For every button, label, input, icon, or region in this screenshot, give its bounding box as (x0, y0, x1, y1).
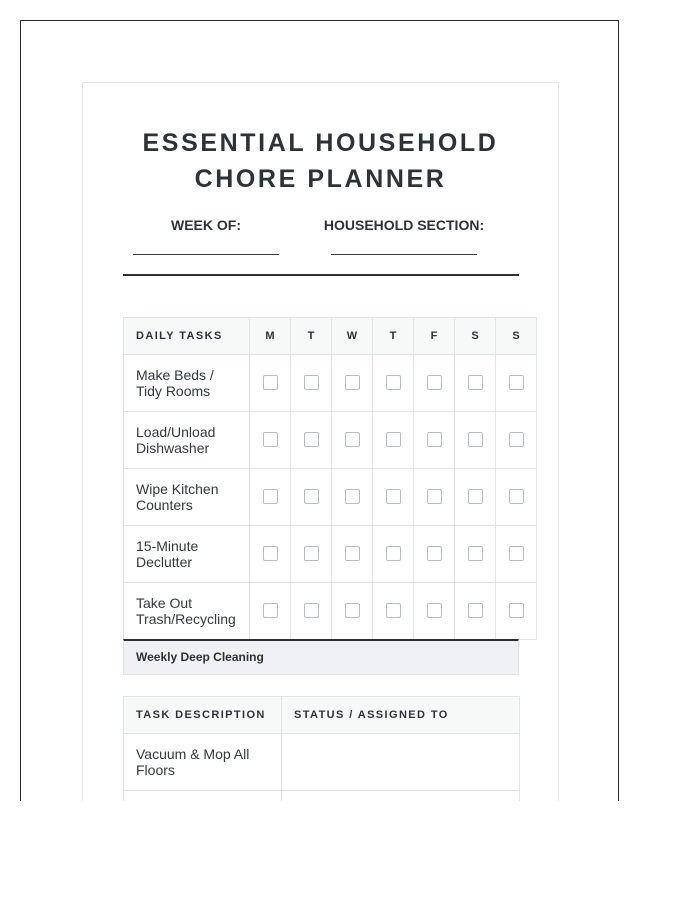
checkbox-monday[interactable] (263, 546, 278, 561)
task-name: Take Out Trash/Recycling (124, 583, 250, 640)
checkbox-saturday[interactable] (468, 432, 483, 447)
checkbox-tuesday[interactable] (304, 432, 319, 447)
weekly-header-row (124, 697, 520, 734)
checkbox-tuesday[interactable] (304, 375, 319, 390)
day-header-friday: F (414, 318, 455, 355)
table-row (124, 355, 537, 412)
task-name: Load/Unload Dishwasher (124, 412, 250, 469)
checkbox-monday[interactable] (263, 432, 278, 447)
checkbox-friday[interactable] (427, 375, 442, 390)
day-header-tuesday: T (291, 318, 332, 355)
table-row (124, 791, 520, 802)
day-header-sunday: S (496, 318, 537, 355)
household-section-field[interactable] (323, 216, 485, 255)
week-of-blank-line[interactable] (133, 254, 279, 255)
title-line-1: ESSENTIAL HOUSEHOLD (142, 129, 499, 157)
checkbox-monday[interactable] (263, 489, 278, 504)
planner-page (82, 82, 559, 801)
checkbox-monday[interactable] (263, 375, 278, 390)
status-assigned-cell[interactable] (282, 734, 520, 791)
checkbox-thursday[interactable] (386, 489, 401, 504)
weekly-tasks-table (123, 696, 520, 801)
checkbox-thursday[interactable] (386, 603, 401, 618)
table-row (124, 583, 537, 640)
household-section-blank-line[interactable] (331, 254, 477, 255)
task-name: 15-Minute Declutter (124, 526, 250, 583)
checkbox-wednesday[interactable] (345, 546, 360, 561)
page-title (83, 125, 558, 197)
checkbox-wednesday[interactable] (345, 432, 360, 447)
status-assigned-cell[interactable] (282, 791, 520, 802)
checkbox-saturday[interactable] (468, 375, 483, 390)
day-header-monday: M (250, 318, 291, 355)
checkbox-sunday[interactable] (509, 375, 524, 390)
checkbox-tuesday[interactable] (304, 546, 319, 561)
checkbox-friday[interactable] (427, 603, 442, 618)
checkbox-thursday[interactable] (386, 375, 401, 390)
daily-tasks-table (123, 317, 537, 640)
day-header-saturday: S (455, 318, 496, 355)
checkbox-wednesday[interactable] (345, 489, 360, 504)
checkbox-sunday[interactable] (509, 603, 524, 618)
table-row (124, 526, 537, 583)
day-header-thursday: T (373, 318, 414, 355)
document-viewport (20, 20, 619, 801)
table-row (124, 412, 537, 469)
checkbox-wednesday[interactable] (345, 375, 360, 390)
daily-header-row (124, 318, 537, 355)
task-description-header: TASK DESCRIPTION (124, 697, 282, 734)
checkbox-thursday[interactable] (386, 432, 401, 447)
task-description: Vacuum & Mop All Floors (124, 734, 282, 791)
task-name: Wipe Kitchen Counters (124, 469, 250, 526)
task-description (124, 791, 282, 802)
checkbox-friday[interactable] (427, 546, 442, 561)
checkbox-thursday[interactable] (386, 546, 401, 561)
week-of-label: WEEK OF: (171, 217, 241, 233)
table-row (124, 469, 537, 526)
checkbox-sunday[interactable] (509, 489, 524, 504)
checkbox-sunday[interactable] (509, 546, 524, 561)
checkbox-monday[interactable] (263, 603, 278, 618)
status-assigned-header: STATUS / ASSIGNED TO (282, 697, 520, 734)
checkbox-saturday[interactable] (468, 489, 483, 504)
checkbox-saturday[interactable] (468, 546, 483, 561)
checkbox-saturday[interactable] (468, 603, 483, 618)
checkbox-friday[interactable] (427, 432, 442, 447)
title-line-2: CHORE PLANNER (194, 165, 447, 193)
checkbox-wednesday[interactable] (345, 603, 360, 618)
header-divider (123, 274, 519, 276)
checkbox-tuesday[interactable] (304, 489, 319, 504)
table-row (124, 734, 520, 791)
checkbox-tuesday[interactable] (304, 603, 319, 618)
checkbox-friday[interactable] (427, 489, 442, 504)
task-name: Make Beds / Tidy Rooms (124, 355, 250, 412)
daily-tasks-header: DAILY TASKS (124, 318, 250, 355)
weekly-deep-cleaning-heading: Weekly Deep Cleaning (123, 639, 519, 675)
day-header-wednesday: W (332, 318, 373, 355)
household-section-label: HOUSEHOLD SECTION: (323, 217, 485, 233)
checkbox-sunday[interactable] (509, 432, 524, 447)
week-of-field[interactable] (133, 216, 279, 255)
